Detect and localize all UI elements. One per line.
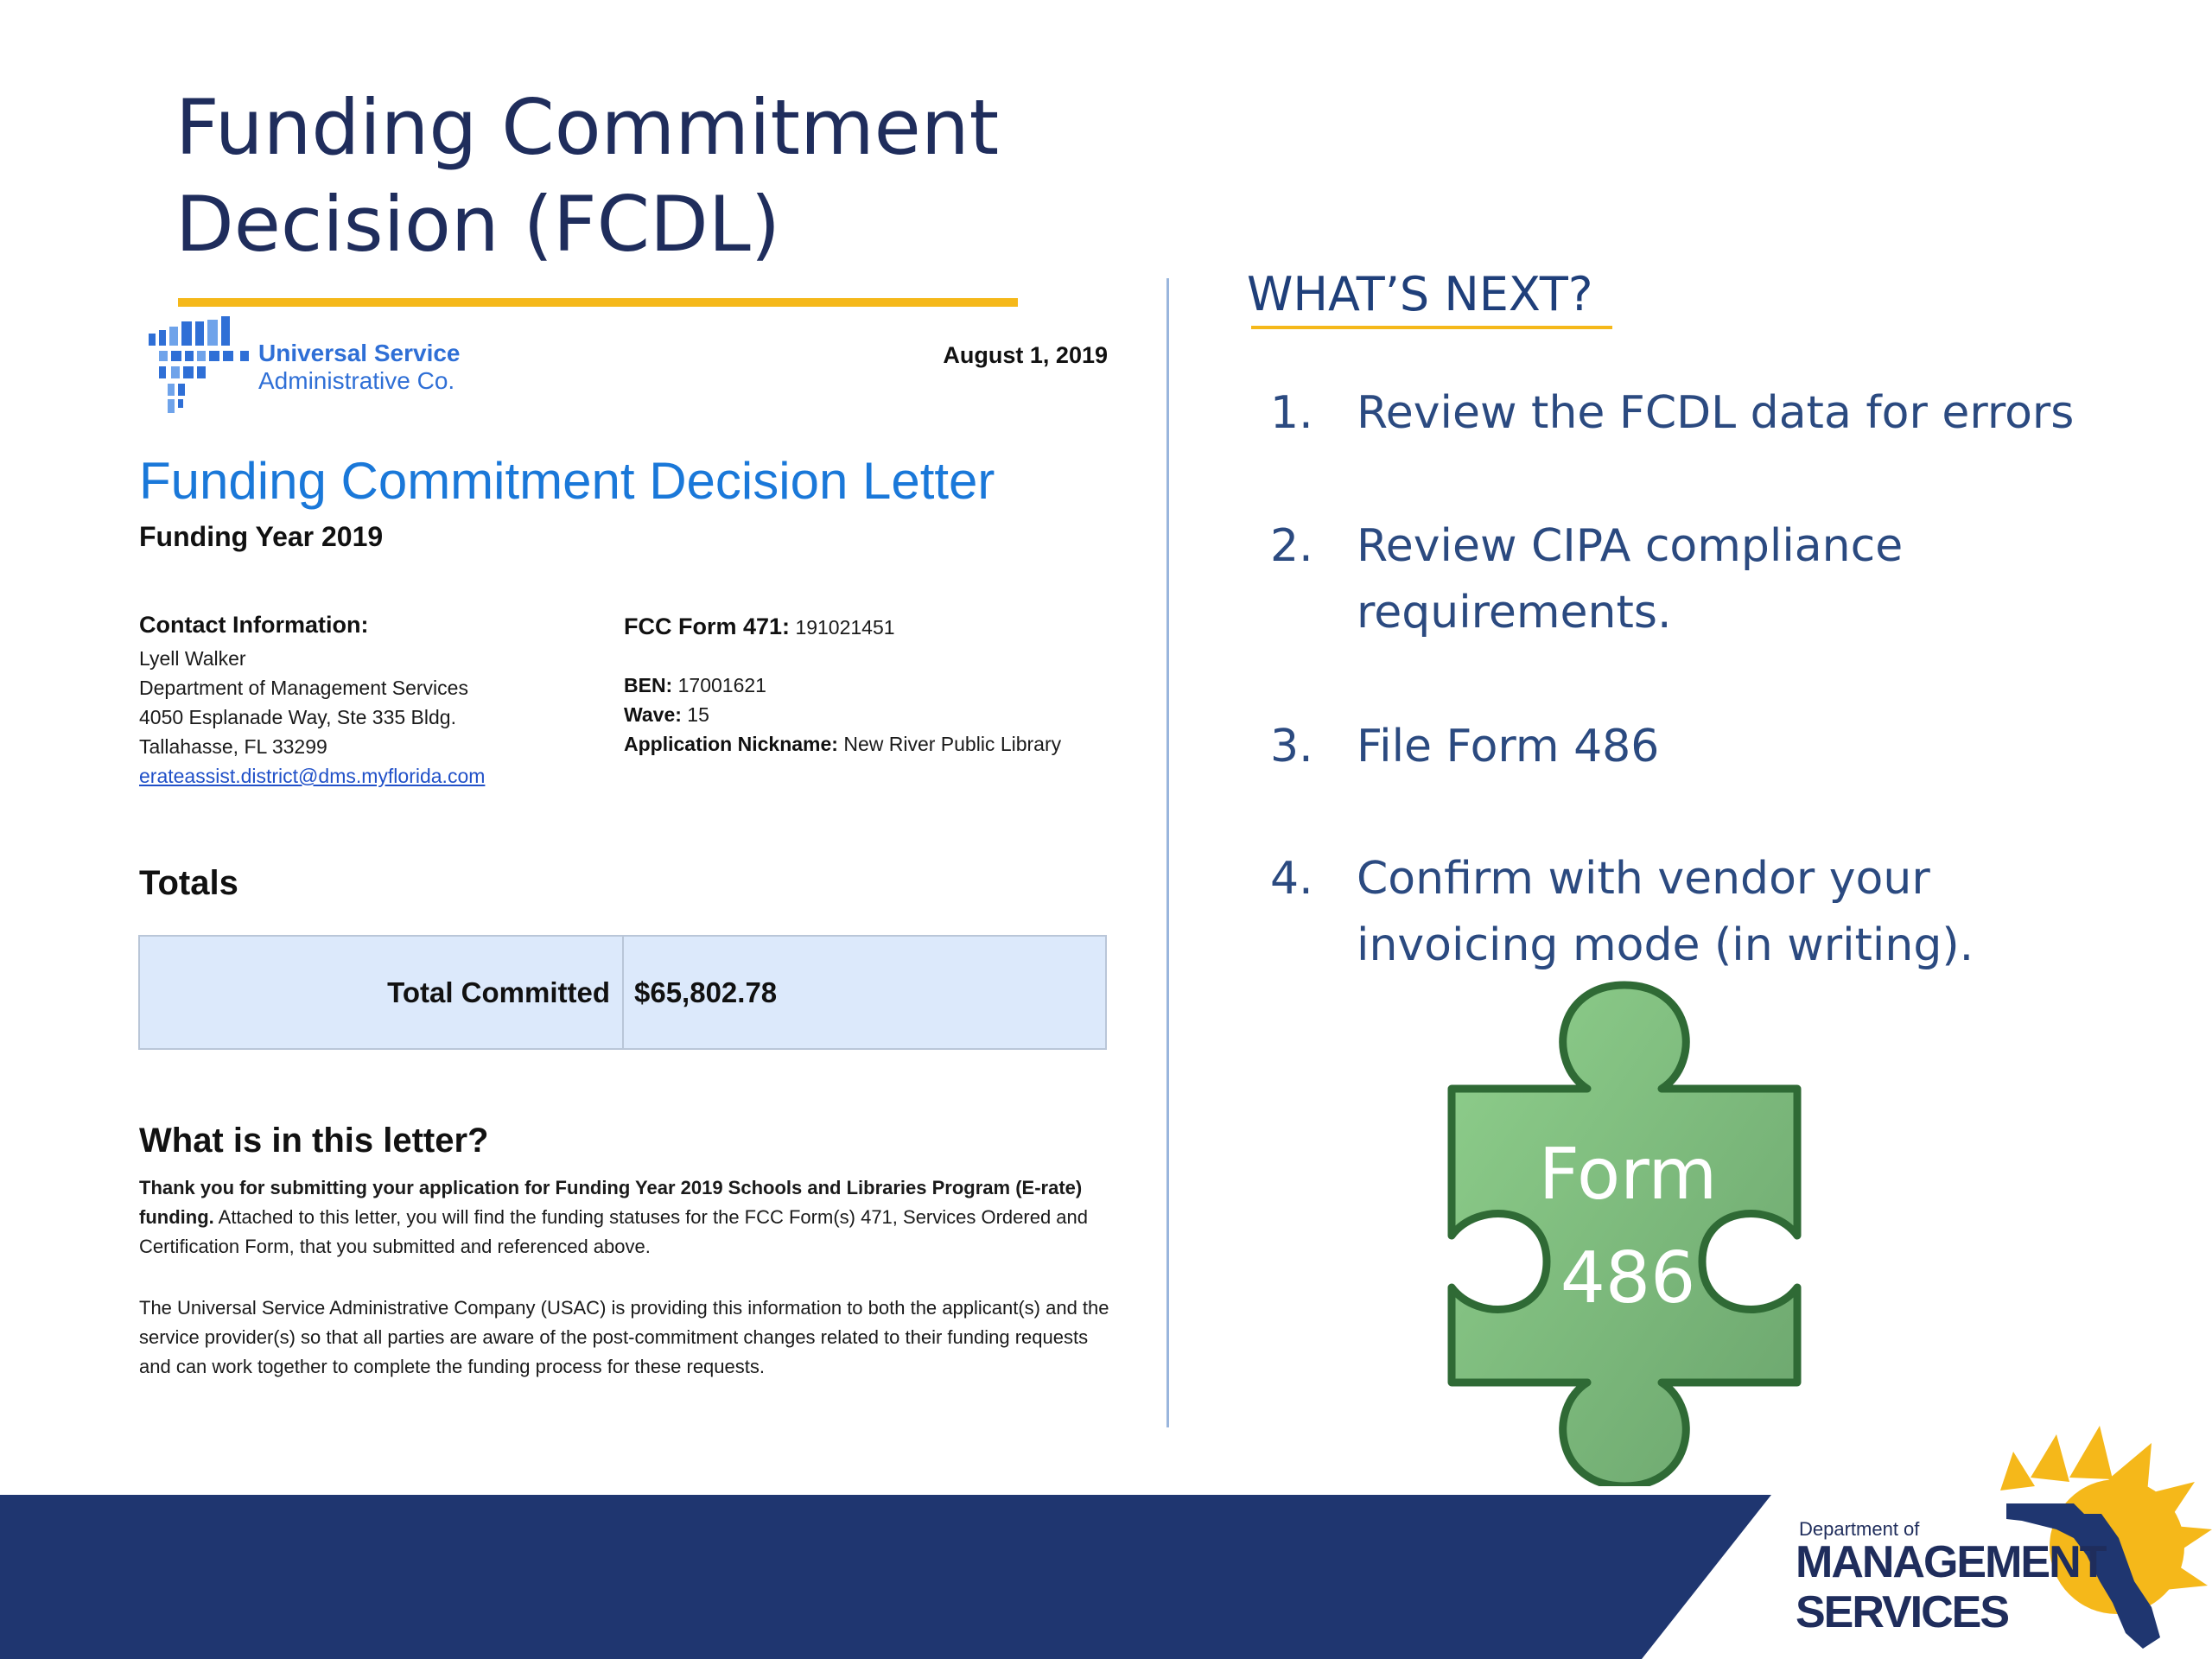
- totals-heading: Totals: [139, 864, 238, 902]
- puzzle-label-line1: Form: [1538, 1134, 1718, 1216]
- contact-email-link[interactable]: erateassist.district@dms.myflorida.com: [139, 765, 486, 787]
- whats-next-underline: [1251, 326, 1612, 329]
- slide-title: [175, 79, 1299, 273]
- slide-title-line2: Decision (FCDL): [175, 180, 781, 269]
- contact-heading: Contact Information:: [139, 612, 369, 638]
- step-item-2: [1270, 513, 2177, 646]
- form471-value: 191021451: [795, 616, 895, 639]
- total-committed-value: $65,802.78: [634, 976, 778, 1008]
- dms-logo-small-text: Department of: [1799, 1518, 1920, 1540]
- step-number: 4.: [1270, 853, 1313, 905]
- dms-logo-management: MANAGEMENT: [1796, 1537, 2106, 1587]
- contact-address-line1: 4050 Esplanade Way, Ste 335 Bldg.: [139, 706, 456, 728]
- letter-paragraph-1-rest: Attached to this letter, you will find the funding statuses for the FCC Form(s) 471, Services Ordered and Certification Form, that you submitted and referenced above.: [139, 1206, 1089, 1257]
- form471-label: FCC Form 471:: [624, 613, 791, 639]
- ben-label: BEN:: [624, 674, 673, 696]
- total-committed-label: Total Committed: [140, 937, 624, 1048]
- step-item-1: [1270, 380, 2177, 447]
- puzzle-label: [1436, 1123, 1820, 1331]
- step-item-4: [1270, 846, 2177, 979]
- step-text: File Form 486: [1357, 721, 1660, 772]
- form471-row: [624, 613, 895, 640]
- usac-logo-name: Universal Service: [258, 340, 461, 366]
- usac-logo-subtitle: Administrative Co.: [258, 367, 455, 394]
- step-text: Confirm with vendor your invoicing mode (in writing).: [1357, 853, 1974, 971]
- gold-rule: [178, 298, 1018, 307]
- step-number: 2.: [1270, 520, 1313, 572]
- contact-name: Lyell Walker: [139, 647, 246, 670]
- nickname-value: New River Public Library: [843, 733, 1062, 755]
- ben-value: 17001621: [677, 674, 766, 696]
- nickname-label: Application Nickname:: [624, 733, 838, 755]
- step-item-3: [1270, 714, 2177, 780]
- wave-label: Wave:: [624, 703, 682, 726]
- letter-question-heading: What is in this letter?: [139, 1122, 489, 1160]
- letter-paragraph-2: The Universal Service Administrative Company (USAC) is providing this information to both the applicant(s) and the service provider(s) so that all parties are aware of the post-commitment changes related to their funding requests and can work together to complete the funding process for these requests.: [139, 1297, 1109, 1377]
- letter-title: Funding Commitment Decision Letter: [139, 452, 995, 510]
- step-number: 3.: [1270, 721, 1313, 772]
- totals-table: [138, 935, 1107, 1050]
- step-text: Review the FCDL data for errors: [1357, 387, 2075, 439]
- wave-row: [624, 703, 709, 727]
- step-number: 1.: [1270, 387, 1313, 439]
- wave-value: 15: [687, 703, 709, 726]
- dms-logo-services: SERVICES: [1796, 1587, 2009, 1637]
- funding-year: Funding Year 2019: [139, 521, 384, 552]
- contact-org: Department of Management Services: [139, 677, 468, 699]
- letter-date: August 1, 2019: [943, 342, 1108, 368]
- puzzle-label-line2: 486: [1560, 1237, 1696, 1319]
- contact-address-line2: Tallahasse, FL 33299: [139, 735, 327, 758]
- step-text: Review CIPA compliance requirements.: [1357, 520, 1904, 639]
- ben-row: [624, 674, 766, 697]
- slide-title-line1: Funding Commitment: [175, 83, 1000, 172]
- nickname-row: [624, 733, 1061, 756]
- letter-paragraph-1: [139, 1173, 1124, 1262]
- letter-paragraph-1-bold: Thank you for submitting your application for Funding Year 2019 Schools and Libraries Program (E-rate) funding.: [139, 1177, 1083, 1228]
- contact-block: [139, 644, 485, 791]
- column-divider: [1166, 278, 1169, 1427]
- whats-next-heading: WHAT’S NEXT?: [1247, 267, 1593, 321]
